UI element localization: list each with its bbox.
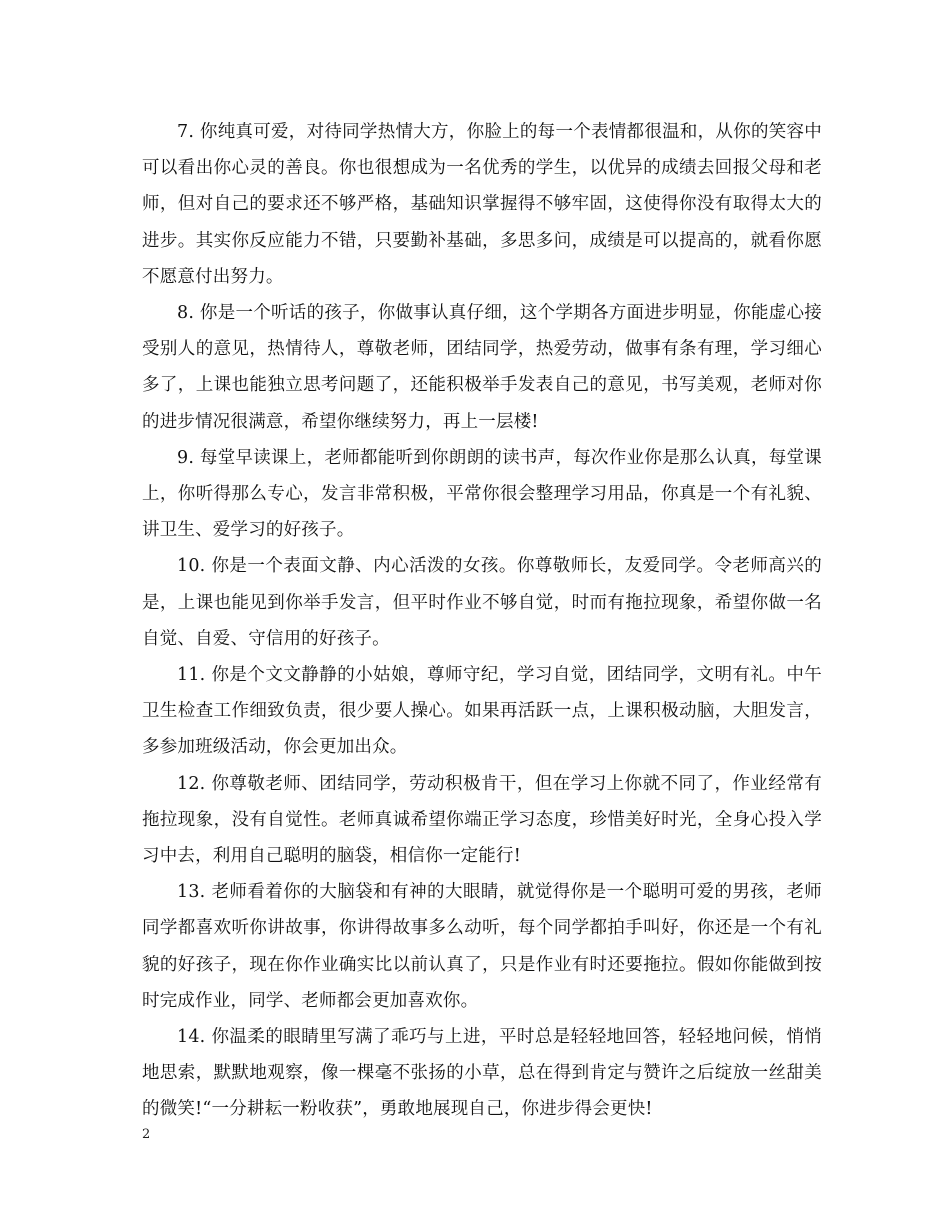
- page-number: 2: [142, 1127, 151, 1142]
- paragraph-11: 11. 你是个文文静静的小姑娘，尊师守纪，学习自觉，团结同学，文明有礼。中午卫生检查工作细致负责，很少要人操心。如果再活跃一点，上课积极动脑，大胆发言，多参加班级活动，你会更加出众。: [142, 665, 822, 758]
- paragraph-8: 8. 你是一个听话的孩子，你做事认真仔细，这个学期各方面进步明显，你能虚心接受别人的意见，热情待人，尊敬老师，团结同学，热爱劳动，做事有条有理，学习细心多了，上课也能独立思考问题了，还能积极举手发表自己的意见，书写美观，老师对你的进步情况很满意，希望你继续努力，再上一层楼!: [142, 303, 822, 432]
- document-body: [142, 114, 822, 1128]
- paragraph-14: 14. 你温柔的眼睛里写满了乖巧与上进，平时总是轻轻地回答，轻轻地问候，悄悄地思索，默默地观察，像一棵毫不张扬的小草，总在得到肯定与赞许之后绽放一丝甜美的微笑!“一分耕耘一粉收获”，勇敢地展现自己，你进步得会更快!: [142, 1027, 822, 1120]
- paragraph-9: 9. 每堂早读课上，老师都能听到你朗朗的读书声，每次作业你是那么认真，每堂课上，你听得那么专心，发言非常积极，平常你很会整理学习用品，你真是一个有礼貌、讲卫生、爱学习的好孩子。: [142, 447, 822, 541]
- paragraph-13: 13. 老师看着你的大脑袋和有神的大眼睛，就觉得你是一个聪明可爱的男孩，老师同学都喜欢听你讲故事，你讲得故事多么动听，每个同学都拍手叫好，你还是一个有礼貌的好孩子，现在你作业确实比以前认真了，只是作业有时还要拖拉。假如你能做到按时完成作业，同学、老师都会更加喜欢你。: [142, 882, 822, 1011]
- paragraph-7: 7. 你纯真可爱，对待同学热情大方，你脸上的每一个表情都很温和，从你的笑容中可以看出你心灵的善良。你也很想成为一名优秀的学生，以优异的成绩去回报父母和老师，但对自己的要求还不够严格，基础知识掌握得不够牢固，这使得你没有取得太大的进步。其实你反应能力不错，只要勤补基础，多思多问，成绩是可以提高的，就看你愿不愿意付出努力。: [142, 122, 822, 287]
- paragraph-12: 12. 你尊敬老师、团结同学，劳动积极肯干，但在学习上你就不同了，作业经常有拖拉现象，没有自觉性。老师真诚希望你端正学习态度，珍惜美好时光，全身心投入学习中去，利用自己聪明的脑袋，相信你一定能行!: [142, 773, 822, 867]
- paragraph-10: 10. 你是一个表面文静、内心活泼的女孩。你尊敬师长，友爱同学。令老师高兴的是，上课也能见到你举手发言，但平时作业不够自觉，时而有拖拉现象，希望你做一名自觉、自爱、守信用的好孩子。: [142, 556, 822, 649]
